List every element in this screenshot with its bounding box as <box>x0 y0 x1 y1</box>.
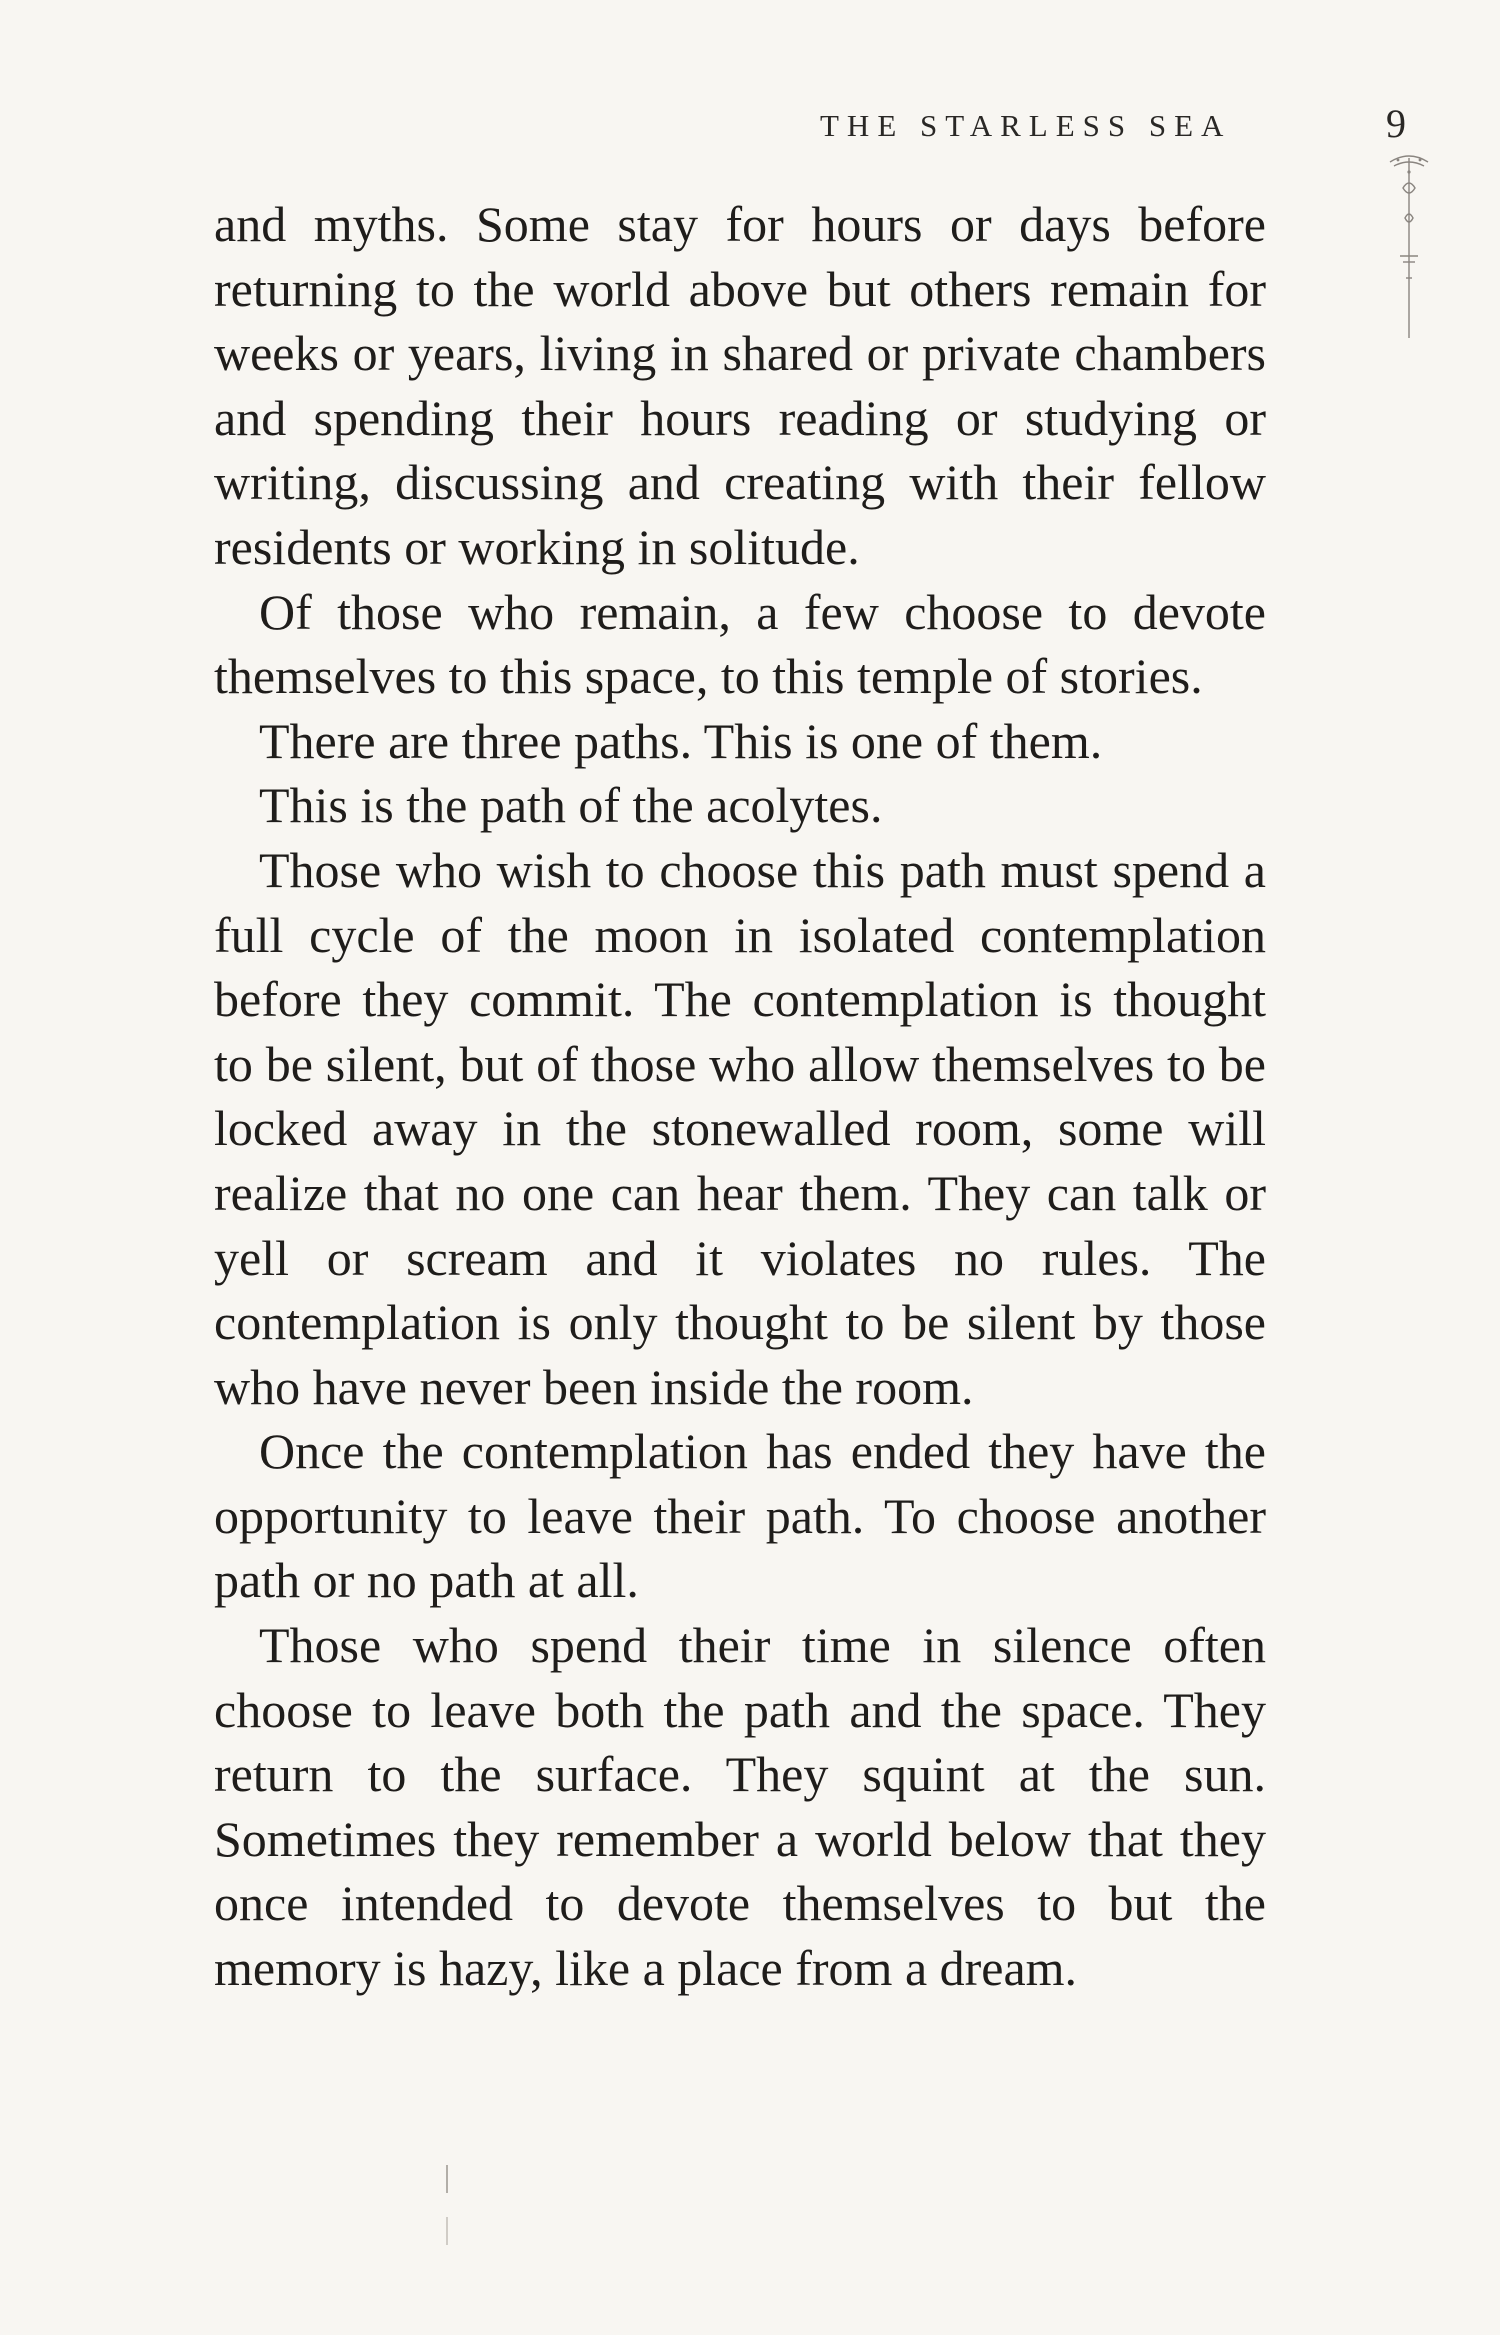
paper-mark <box>446 2165 448 2245</box>
chapter-body-text <box>214 192 1266 2001</box>
paragraph: There are three paths. This is one of them. <box>259 712 1103 769</box>
paragraph: and myths. Some stay for hours or days before returning to the world above but others remain for weeks or years, living in shared or private chambers and spending their hours reading or studying or writing, discussing and creating with their fellow residents or working in solitude. <box>214 196 1266 575</box>
paragraph: Those who spend their time in silence often choose to leave both the path and the space. They return to the surface. They squint at the sun. Sometimes they remember a world below that they once intended to devote themselves to but the memory is hazy, like a place from a dream. <box>214 1617 1266 1997</box>
paragraph: Of those who remain, a few choose to devote themselves to this space, to this temple of stories. <box>214 583 1266 705</box>
paragraph: Once the contemplation has ended they have the opportunity to leave their path. To choose another path or no path at all. <box>214 1423 1266 1609</box>
page-number: 9 <box>1386 101 1406 146</box>
running-head-title: THE STARLESS SEA <box>820 108 1232 143</box>
sword-key-ornament-icon <box>1386 148 1432 348</box>
paragraph: This is the path of the acolytes. <box>259 777 883 834</box>
paragraph: Those who wish to choose this path must spend a full cycle of the moon in isolated contemplation before they commit. The contemplation is thought to be silent, but of those who allow themselves to be locked away in the stonewalled room, some will realize that no one can hear them. They can talk or yell or scream and it violates no rules. The contemplation is only thought to be silent by those who have never been inside the room. <box>214 841 1266 1415</box>
